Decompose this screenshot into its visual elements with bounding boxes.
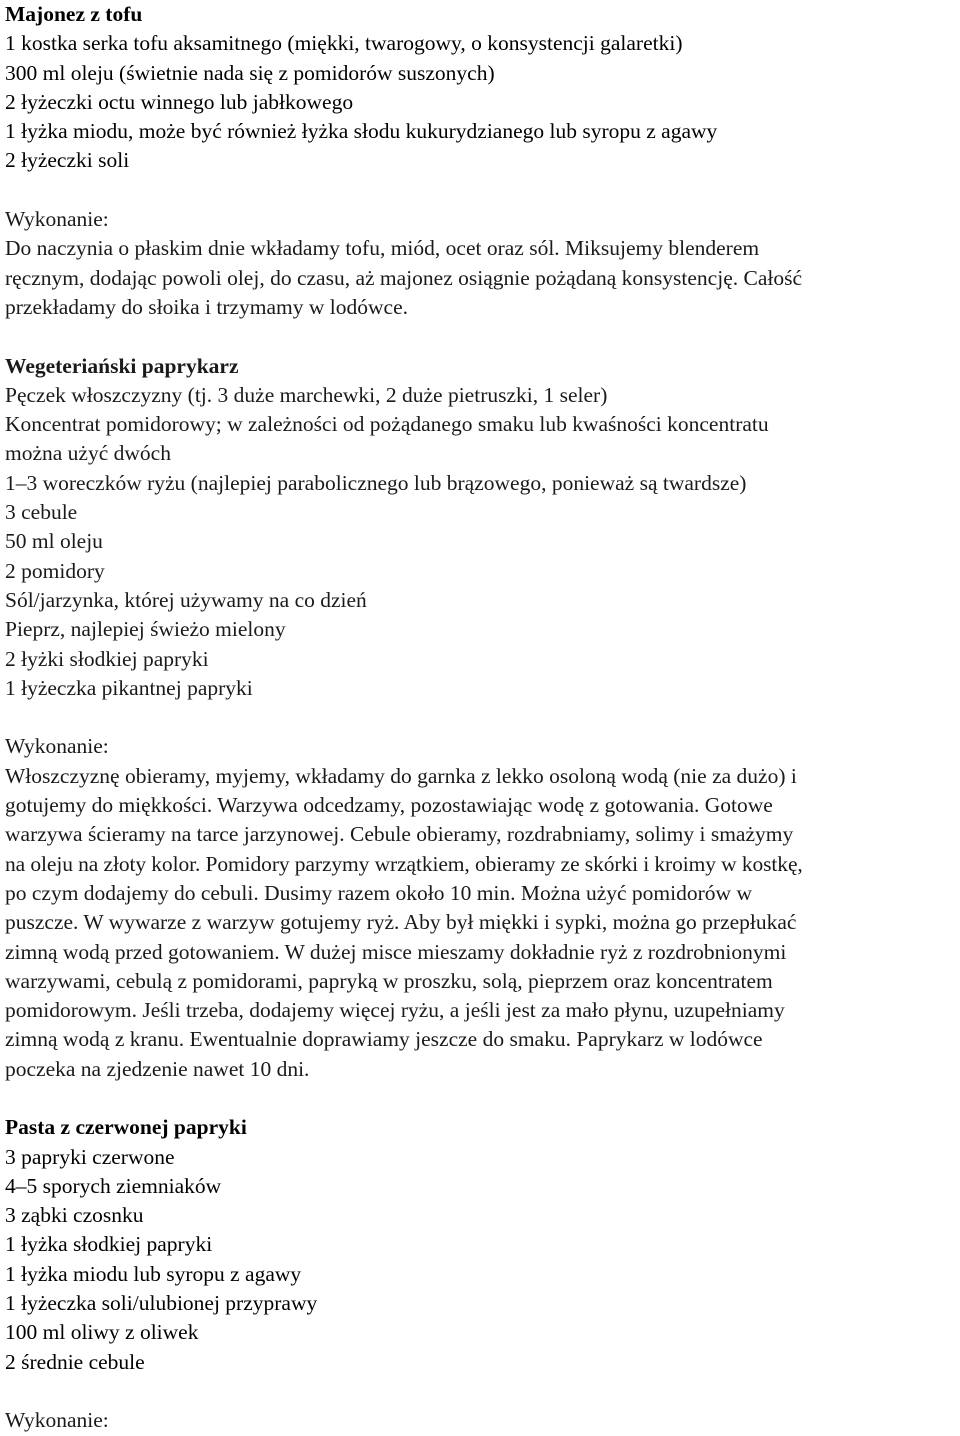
ingredient-item: 3 ząbki czosnku: [5, 1203, 144, 1228]
recipe-majonez: [5, 0, 955, 322]
ingredient-item: 100 ml oliwy z oliwek: [5, 1320, 199, 1345]
ingredient-item: Koncentrat pomidorowy; w zależności od pożądanego smaku lub kwaśności koncentratu: [5, 412, 769, 437]
ingredient-item: 1 łyżeczka pikantnej papryki: [5, 675, 253, 700]
preparation-line: ręcznym, dodając powoli olej, do czasu, aż majonez osiągnie pożądaną konsystencję. Całość: [5, 265, 803, 290]
ingredient-item: 1 łyżeczka soli/ulubionej przyprawy: [5, 1291, 318, 1316]
ingredient-item: 1 kostka serka tofu aksamitnego (miękki, twarogowy, o konsystencji galaretki): [5, 31, 683, 56]
ingredient-item: 1 łyżka miodu lub syropu z agawy: [5, 1261, 302, 1286]
recipe-pasta-paprykowa: [5, 1113, 955, 1435]
spacer: [5, 703, 955, 732]
preparation-line: na oleju na złoty kolor. Pomidory parzymy wrzątkiem, obieramy ze skórki i kroimy w kostkę,: [5, 851, 803, 876]
ingredient-item: 3 cebule: [5, 500, 78, 525]
spacer: [5, 1377, 955, 1406]
preparation-line: puszcze. W wywarze z warzyw gotujemy ryż. Aby był miękki i sypki, można go przepłukać: [5, 910, 797, 935]
preparation-label: Wykonanie:: [5, 1408, 109, 1433]
ingredient-item: 1 łyżka słodkiej papryki: [5, 1232, 213, 1257]
ingredient-item: 1 łyżka miodu, może być również łyżka słodu kukurydzianego lub syropu z agawy: [5, 119, 718, 144]
preparation-label: Wykonanie:: [5, 734, 109, 759]
ingredient-item: Pieprz, najlepiej świeżo mielony: [5, 617, 286, 642]
ingredient-item: 2 pomidory: [5, 558, 105, 583]
ingredient-item: 2 łyżki słodkiej papryki: [5, 646, 209, 671]
ingredient-list: [5, 381, 955, 703]
preparation-text: [5, 234, 955, 322]
ingredient-item: 50 ml oleju: [5, 529, 103, 554]
spacer: [5, 1084, 955, 1113]
preparation-line: warzywami, cebulą z pomidorami, papryką w proszku, solą, pieprzem oraz koncentratem: [5, 968, 773, 993]
recipe-title: Wegeteriański paprykarz: [5, 353, 239, 378]
spacer: [5, 176, 955, 205]
recipe-title: Pasta z czerwonej papryki: [5, 1115, 247, 1140]
ingredient-item: 2 łyżeczki soli: [5, 148, 130, 173]
preparation-line: Włoszczyznę obieramy, myjemy, wkładamy do garnka z lekko osoloną wodą (nie za dużo) i: [5, 763, 797, 788]
spacer: [5, 322, 955, 351]
ingredient-item: 2 łyżeczki octu winnego lub jabłkowego: [5, 89, 354, 114]
ingredient-list: [5, 29, 955, 175]
ingredient-item: Sól/jarzynka, której używamy na co dzień: [5, 587, 367, 612]
preparation-line: Do naczynia o płaskim dnie wkładamy tofu, miód, ocet oraz sól. Miksujemy blenderem: [5, 236, 760, 261]
ingredient-list: [5, 1143, 955, 1377]
ingredient-item: 2 średnie cebule: [5, 1349, 145, 1374]
preparation-line: gotujemy do miękkości. Warzywa odcedzamy, pozostawiając wodę z gotowania. Gotowe: [5, 793, 773, 818]
preparation-label: Wykonanie:: [5, 207, 109, 232]
recipe-paprykarz: [5, 352, 955, 1084]
preparation-line: przekładamy do słoika i trzymamy w lodówce.: [5, 294, 409, 319]
preparation-line: po czym dodajemy do cebuli. Dusimy razem około 10 min. Można użyć pomidorów w: [5, 880, 752, 905]
ingredient-item: 1–3 woreczków ryżu (najlepiej parabolicznego lub brązowego, ponieważ są twardsze): [5, 470, 747, 495]
recipe-document: [5, 0, 955, 1436]
ingredient-item: 300 ml oleju (świetnie nada się z pomidorów suszonych): [5, 60, 495, 85]
ingredient-item: 3 papryki czerwone: [5, 1144, 175, 1169]
recipe-title: Majonez z tofu: [5, 2, 143, 26]
preparation-text: [5, 762, 955, 1084]
preparation-line: zimną wodą z kranu. Ewentualnie doprawiamy jeszcze do smaku. Paprykarz w lodówce: [5, 1027, 763, 1052]
preparation-line: warzywa ścieramy na tarce jarzynowej. Cebule obieramy, rozdrabniamy, solimy i smażymy: [5, 822, 794, 847]
preparation-line: pomidorowym. Jeśli trzeba, dodajemy więcej ryżu, a jeśli jest za mało płynu, uzupełniamy: [5, 998, 785, 1023]
preparation-line: zimną wodą przed gotowaniem. W dużej misce mieszamy dokładnie ryż z rozdrobnionymi: [5, 939, 787, 964]
ingredient-item: można użyć dwóch: [5, 441, 171, 466]
ingredient-item: 4–5 sporych ziemniaków: [5, 1173, 222, 1198]
ingredient-item: Pęczek włoszczyzny (tj. 3 duże marchewki, 2 duże pietruszki, 1 seler): [5, 382, 608, 407]
preparation-line: poczeka na zjedzenie nawet 10 dni.: [5, 1056, 310, 1081]
